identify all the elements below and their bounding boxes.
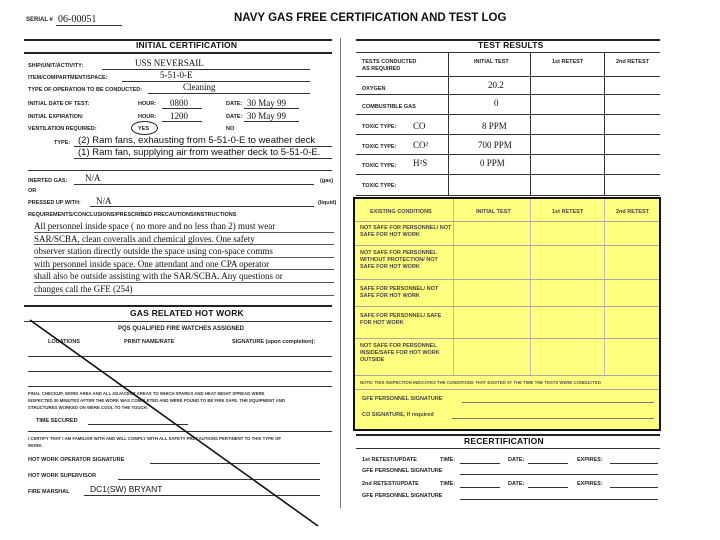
time-secured-label: TIME SECURED (36, 418, 78, 424)
test-date-value: 30 May 99 (247, 98, 286, 108)
first-retest-header: 1st RETEST (552, 59, 584, 65)
pressed-up-label: PRESSED UP WITH: (28, 200, 81, 206)
combustible-gas-label: COMBUSTIBLE GAS (362, 104, 416, 110)
requirements-line: changes call the GFE (254) (34, 283, 334, 296)
initial-test-header: INITIAL TEST (474, 59, 509, 65)
condition-row-1: NOT SAFE FOR PERSONNEL/ NOT SAFE FOR HOT WORK (360, 225, 452, 238)
expiration-hour-value: 1200 (170, 111, 188, 121)
condition-row-3: SAFE FOR PERSONNEL/ NOT SAFE FOR HOT WORK (360, 286, 439, 299)
conditions-first-header: 1st RETEST (552, 209, 584, 215)
date-label-2: DATE: (226, 114, 243, 120)
gas-tag: (gas) (320, 178, 334, 184)
ventilation-label: VENTILATION REQUIRED: (28, 126, 97, 132)
certify-line-1: I CERTIFY THAT I AM FAMILIAR WITH AND WILL COMPLY WITH ALL SAFETY PRECAUTIONS PERTINENT TO THIS TYPE OF (28, 436, 282, 441)
requirements-label: REQUIREMENTS/CONCLUSIONS/PRESCRIBED PRECAUTIONS/INSTRUCTIONS (28, 212, 237, 218)
pqs-label: PQS QUALIFIED FIRE WATCHES ASSIGNED (118, 326, 245, 332)
as-required-label: AS REQUIRED (362, 66, 401, 72)
serial-number: 06-00051 (58, 14, 97, 25)
requirements-line: observer station directly outside the space using con-space comms (34, 245, 334, 258)
requirements-line: shall also be outside assisting with the SAR/SCBA. Any questions or (34, 270, 334, 283)
item-label: ITEM/COMPARTMENT/SPACE: (28, 75, 108, 81)
second-time-label: TIME: (440, 481, 455, 487)
expiration-label: INITIAL EXPIRATION: (28, 114, 84, 120)
toxic-type-label-4: TOXIC TYPE: (362, 183, 397, 189)
condition-row-4: SAFE FOR PERSONNEL/ SAFE FOR HOT WORK (360, 313, 442, 326)
supervisor-label: HOT WORK SUPERVISOR (28, 473, 97, 479)
tests-conducted-label: TESTS CONDUCTED (362, 59, 417, 65)
hour-label-2: HOUR: (138, 114, 157, 120)
hot-work-title: GAS RELATED HOT WORK (130, 308, 244, 318)
first-gfe-signature-label: GFE PERSONNEL SIGNATURE (362, 468, 443, 474)
second-update-label: 2nd RETEST/UPDATE (362, 481, 419, 487)
or-label: OR (28, 188, 37, 194)
fire-marshal-label: FIRE MARSHAL (28, 489, 70, 495)
gfe-signature-label: GFE PERSONNEL SIGNATURE (362, 396, 443, 402)
final-checkup-line-2: INSPECTED 30 MINUTES AFTER THE WORK WAS COMPLETED AND WERE FOUND TO BE FIRE SAFE. THE EQUIPMENT AND (28, 398, 286, 403)
toxic-value-3: 0 PPM (480, 158, 505, 168)
pressed-up-value: N/A (96, 196, 112, 206)
requirements-line: SAR/SCBA, clean coveralls and chemical gloves. One safety (34, 233, 334, 246)
oxygen-value: 20.2 (488, 80, 504, 90)
toxic-type-label-1: TOXIC TYPE: (362, 124, 397, 130)
operation-value: Cleaning (183, 82, 216, 92)
requirements-line: with personnel inside space. One attendant and one CPA operator (34, 258, 334, 271)
inerted-gas-value: N/A (85, 173, 101, 183)
final-checkup-line-3: STRUCTURES WORKED ON WERE COOL TO THE TOUCH. (28, 405, 148, 410)
expiration-date-value: 30 May 99 (247, 111, 286, 121)
page-title: NAVY GAS FREE CERTIFICATION AND TEST LOG (234, 12, 507, 24)
fire-marshal-value: DC1(SW) BRYANT (90, 484, 163, 494)
liquid-tag: (liquid) (318, 200, 337, 206)
ship-value: USS NEVERSAIL (135, 58, 204, 68)
serial-label: SERIAL # (26, 17, 53, 23)
existing-conditions-header: EXISTING CONDITIONS (370, 209, 432, 215)
first-time-label: TIME: (440, 457, 455, 463)
combustible-gas-value: 0 (494, 98, 499, 108)
toxic-type-2: CO² (413, 140, 429, 150)
test-hour-value: 0800 (170, 98, 188, 108)
vent-type-line-2: (1) Ram fan, supplying air from weather deck to 5-51-0-E. (78, 147, 321, 158)
locations-label: LOCATIONS (48, 339, 80, 345)
toxic-value-1: 8 PPM (482, 121, 507, 131)
date-of-test-label: INITIAL DATE OF TEST: (28, 101, 90, 107)
second-retest-header: 2nd RETEST (616, 59, 650, 65)
second-expires-label: EXPIRES: (577, 481, 603, 487)
ventilation-no: NO (226, 126, 235, 132)
operation-label: TYPE OF OPERATION TO BE CONDUCTED: (28, 87, 143, 93)
condition-row-5: NOT SAFE FOR PERSONNEL INSIDE/SAFE FOR HOT WORK OUTSIDE (360, 343, 440, 363)
initial-cert-title: INITIAL CERTIFICATION (136, 40, 238, 50)
first-expires-label: EXPIRES: (577, 457, 603, 463)
conditions-second-header: 2nd RETEST (616, 209, 650, 215)
co-signature-label: CO SIGNATURE, If required (362, 412, 434, 418)
first-update-label: 1st RETEST/UPDATE (362, 457, 417, 463)
first-date-label: DATE: (508, 457, 525, 463)
hour-label: HOUR: (138, 101, 157, 107)
ship-label: SHIP/UNIT/ACTIVITY: (28, 63, 84, 69)
second-date-label: DATE: (508, 481, 525, 487)
test-results-title: TEST RESULTS (478, 40, 544, 50)
print-name-label: PRINT NAME/RATE (124, 339, 175, 345)
inerted-gas-label: INERTED GAS: (28, 178, 68, 184)
operator-signature-label: HOT WORK OPERATOR SIGNATURE (28, 457, 125, 463)
vent-type-label: TYPE: (54, 140, 71, 146)
inspection-note: NOTE: THIS INSPECTION INDICATES THE CONDITIONS THAT EXISTED AT THE TIME THE TESTS WERE CONDUCTED (360, 380, 601, 385)
ventilation-yes: YES (138, 126, 150, 132)
condition-row-2: NOT SAFE FOR PERSONNEL WITHOUT PROTECTION/ NOT SAFE FOR HOT WORK (360, 250, 438, 270)
signature-completion-label: SIGNATURE (upon completion): (232, 339, 316, 345)
final-checkup-line-1: FINAL CHECKUP, WORK AREA AND ALL ADJACENT AREAS TO WHICH SPARKS AND HEAT MIGHT SPREAD WERE (28, 391, 265, 396)
oxygen-label: OXYGEN (362, 86, 386, 92)
second-gfe-signature-label: GFE PERSONNEL SIGNATURE (362, 493, 443, 499)
date-label: DATE: (226, 101, 243, 107)
toxic-value-2: 700 PPM (478, 140, 512, 150)
toxic-type-1: CO (413, 121, 426, 131)
vent-type-line-1: (2) Ram fans, exhausting from 5-51-0-E to weather deck (78, 135, 316, 146)
toxic-type-label-3: TOXIC TYPE: (362, 163, 397, 169)
toxic-type-3: H²S (413, 158, 428, 168)
requirements-line: All personnel inside space ( no more and no less than 2) must wear (34, 220, 334, 233)
toxic-type-label-2: TOXIC TYPE: (362, 144, 397, 150)
recertification-title: RECERTIFICATION (464, 436, 544, 446)
certify-line-2: WORK. (28, 443, 43, 448)
item-value: 5-51-0-E (160, 70, 193, 80)
conditions-initial-header: INITIAL TEST (476, 209, 511, 215)
